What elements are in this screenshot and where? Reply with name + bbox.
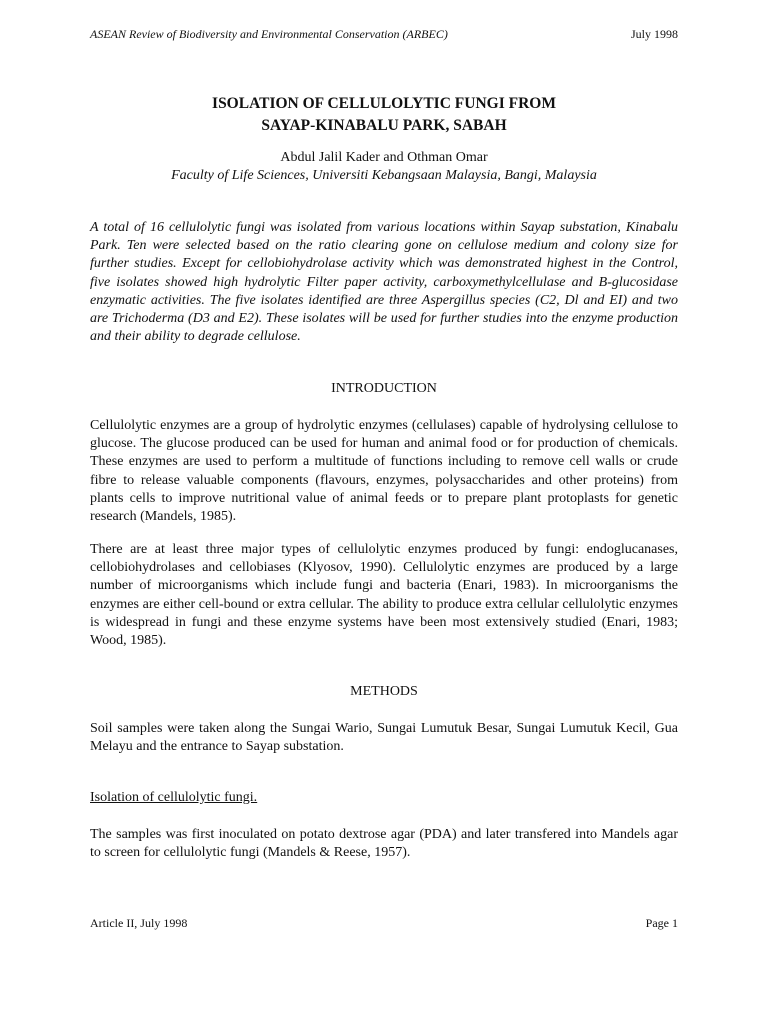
- title-line-1: ISOLATION OF CELLULOLYTIC FUNGI FROM: [212, 95, 556, 112]
- methods-heading: METHODS: [350, 684, 418, 699]
- paper-title: [90, 93, 678, 137]
- page-footer: [90, 916, 678, 931]
- introduction-paragraph-2: There are at least three major types of cellulolytic enzymes produced by fungi: endoglucanases, cellobiohydrolases and cellobiases (Klyosov, 1990). Cellulolytic enzymes are produced by a large number of microorganisms which include fungi and bacteria (Enari, 1983). In microorganisms the enzymes are either cell-bound or extra cellular. The ability to produce extra cellular cellulolytic enzymes is widespread in fungi and these enzyme systems have been most extensively studied (Enari, 1983; Wood, 1985).: [90, 542, 678, 649]
- journal-name: ASEAN Review of Biodiversity and Environmental Conservation (ARBEC): [90, 27, 448, 41]
- author-block: [90, 149, 678, 185]
- title-line-2: SAYAP-KINABALU PARK, SABAH: [261, 117, 507, 134]
- footer-article: Article II, July 1998: [90, 916, 188, 930]
- authors: Abdul Jalil Kader and Othman Omar: [280, 150, 488, 165]
- introduction-heading: INTRODUCTION: [331, 381, 437, 396]
- methods-paragraph-2: The samples was first inoculated on potato dextrose agar (PDA) and later transfered into Mandels agar to screen for cellulolytic fungi (Mandels & Reese, 1957).: [90, 827, 678, 861]
- page-number: Page 1: [645, 916, 678, 930]
- abstract: A total of 16 cellulolytic fungi was isolated from various locations within Sayap substation, Kinabalu Park. Ten were selected based on the ratio clearing gone on cellulose medium and colony size for further studies. Except for cellobiohydrolase activity which was demonstrated highest in the Control, five isolates showed high hydrolytic Filter paper activity, carboxymethylcellulase and B-glucosidase enzymatic activities. The five isolates identified are three Aspergillus species (C2, Dl and EI) and two are Trichoderma (D3 and E2). These isolates will be used for further studies into the enzyme production and their ability to degrade cellulose.: [90, 220, 678, 345]
- header-date: July 1998: [630, 27, 678, 41]
- methods-paragraph-1: Soil samples were taken along the Sungai Wario, Sungai Lumutuk Besar, Sungai Lumutuk Kecil, Gua Melayu and the entrance to Sayap substation.: [90, 721, 678, 755]
- running-header: [90, 27, 678, 42]
- introduction-paragraph-1: Cellulolytic enzymes are a group of hydrolytic enzymes (cellulases) capable of hydrolysing cellulose to glucose. The glucose produced can be used for human and animal food or for production of chemicals. These enzymes are used to perform a multitude of functions including to remove cell walls or crude fibre to release valuable components (flavours, enzymes, polysaccharides and other proteins) from plants cells to improve nutritional value of animal feeds or to prepare plant protoplasts for genetic research (Mandels, 1985).: [90, 418, 678, 525]
- affiliation: Faculty of Life Sciences, Universiti Kebangsaan Malaysia, Bangi, Malaysia: [171, 168, 597, 183]
- isolation-subheading: Isolation of cellulolytic fungi.: [90, 790, 258, 805]
